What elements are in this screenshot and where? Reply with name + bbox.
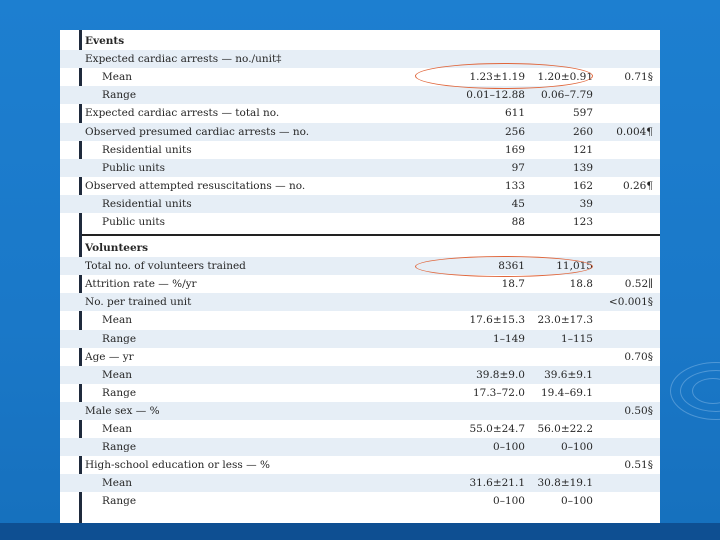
cell-c3: 0.71§ (624, 71, 653, 84)
table-row (60, 438, 660, 456)
row-label: Expected cardiac arrests — total no. (85, 107, 280, 120)
table-row (60, 293, 660, 311)
cell-c1: 1–149 (493, 332, 525, 345)
cell-c2: 121 (572, 143, 593, 156)
table-row (60, 384, 660, 402)
cell-c3: 0.004¶ (616, 125, 653, 138)
table-row (60, 195, 660, 213)
table-row (60, 141, 660, 159)
cell-c1: 0.01–12.88 (466, 89, 525, 102)
cell-c2: 1–115 (561, 332, 593, 345)
cell-c2: 162 (572, 179, 593, 192)
row-label: Events (85, 35, 125, 47)
row-label: Observed presumed cardiac arrests — no. (85, 125, 310, 138)
cell-c1: 45 (511, 197, 525, 210)
cell-c1: 17.3–72.0 (472, 386, 525, 399)
table-row (60, 123, 660, 141)
cell-c2: 123 (572, 216, 593, 228)
cell-c1: 8361 (498, 260, 525, 273)
row-label: Public units (102, 216, 165, 228)
cell-c1: 88 (511, 216, 525, 228)
cell-c2: 1.20±0.91 (537, 71, 593, 84)
row-label: Range (102, 89, 137, 102)
row-label: Mean (102, 423, 132, 435)
row-label: Age — yr (85, 350, 134, 363)
highlight-oval-total-trained (415, 256, 593, 277)
row-label: No. per trained unit (85, 296, 192, 309)
cell-c2: 0–100 (561, 441, 593, 454)
cell-c2: 18.8 (569, 278, 593, 291)
table-row (60, 348, 660, 366)
table-row (60, 420, 660, 438)
table-row (60, 86, 660, 104)
table-row (60, 275, 660, 293)
cell-c2: 0.06–7.79 (540, 89, 593, 102)
cell-c3: 0.52∥ (624, 278, 653, 291)
table-row (60, 239, 660, 257)
row-label: Range (102, 386, 137, 399)
row-label: Volunteers (85, 242, 149, 254)
row-label: Range (102, 495, 137, 508)
cell-c2: 30.8±19.1 (537, 477, 593, 490)
cell-c1: 256 (504, 125, 525, 138)
cell-c2: 19.4–69.1 (540, 386, 593, 399)
table-row (60, 50, 660, 68)
cell-c2: 23.0±17.3 (537, 314, 593, 327)
table-row (60, 104, 660, 122)
cell-c2: 139 (572, 161, 593, 174)
row-label: Residential units (102, 143, 192, 156)
table-row (60, 474, 660, 492)
cell-c1: 17.6±15.3 (469, 314, 525, 327)
table-row (60, 330, 660, 348)
row-label: Expected cardiac arrests — no./unit‡ (85, 53, 282, 66)
cell-c3: 0.70§ (624, 350, 653, 363)
row-label: Range (102, 441, 137, 454)
cell-c1: 169 (504, 143, 525, 156)
table-row (60, 402, 660, 420)
cell-c2: 260 (572, 125, 593, 138)
bottom-bar (0, 523, 720, 540)
cell-c1: 1.23±1.19 (469, 71, 525, 84)
row-label: Attrition rate — %/yr (85, 278, 197, 291)
row-label: Residential units (102, 197, 192, 210)
cell-c1: 611 (504, 107, 525, 120)
table-document (60, 30, 660, 524)
cell-c1: 97 (511, 161, 525, 174)
cell-c3: <0.001§ (608, 296, 653, 309)
table-row (60, 492, 660, 510)
cell-c3: 0.51§ (624, 459, 653, 472)
cell-c1: 18.7 (501, 278, 525, 291)
highlight-oval-mean-expected (415, 63, 593, 89)
cell-c1: 31.6±21.1 (469, 477, 525, 490)
table-row (60, 32, 660, 50)
table-row (60, 213, 660, 231)
row-label: Mean (102, 477, 132, 490)
table-row (60, 177, 660, 195)
cell-c1: 133 (504, 179, 525, 192)
row-label: Mean (102, 314, 132, 327)
table-row (60, 311, 660, 329)
cell-c3: 0.50§ (624, 404, 653, 417)
cell-c2: 56.0±22.2 (537, 423, 593, 435)
row-label: Public units (102, 161, 165, 174)
cell-c3: 0.26¶ (622, 179, 653, 192)
row-label: Male sex — % (85, 404, 160, 417)
cell-c1: 39.8±9.0 (476, 368, 525, 381)
cell-c2: 597 (572, 107, 593, 120)
cell-c1: 55.0±24.7 (469, 423, 525, 435)
cell-c2: 39.6±9.1 (544, 368, 593, 381)
row-label: Mean (102, 71, 132, 84)
row-label: Observed attempted resuscitations — no. (85, 179, 306, 192)
cell-c1: 0–100 (493, 441, 525, 454)
cell-c1: 0–100 (493, 495, 525, 508)
table-row (60, 456, 660, 474)
section-divider (82, 234, 660, 236)
cell-c2: 11,015 (556, 260, 593, 273)
row-label: Mean (102, 368, 132, 381)
cell-c2: 39 (579, 197, 593, 210)
row-label: Range (102, 332, 137, 345)
table-row (60, 366, 660, 384)
cell-c2: 0–100 (561, 495, 593, 508)
row-label: Total no. of volunteers trained (85, 260, 246, 273)
table-row (60, 159, 660, 177)
row-label: High-school education or less — % (85, 459, 270, 472)
